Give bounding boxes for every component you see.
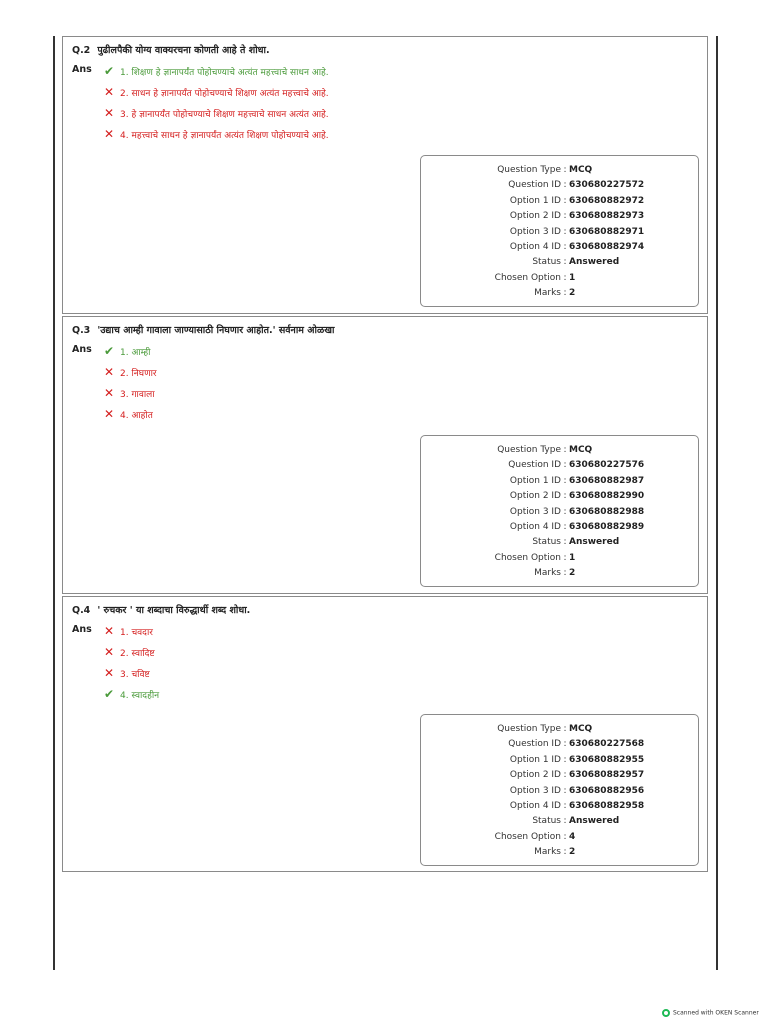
info-row-option1-id: Option 1 ID : 630680882955 (509, 754, 645, 765)
info-row-chosen-option: Chosen Option : 1 (494, 552, 576, 563)
info-row-chosen-option: Chosen Option : 1 (494, 272, 576, 283)
info-row-question-type: Question Type : MCQ (497, 445, 593, 455)
option-1: ✕ 1. चवदार (104, 624, 153, 638)
question-number: Q.3 (72, 325, 91, 336)
check-icon: ✔ (104, 687, 115, 701)
question-header (72, 43, 270, 56)
option-2: ✕ 2. स्वादिष्ट (104, 645, 155, 659)
question-block-q4 (62, 596, 708, 872)
option-2: ✕ 2. निघणार (104, 365, 157, 379)
info-row-option1-id: Option 1 ID : 630680882972 (509, 195, 645, 206)
cross-icon: ✕ (104, 666, 115, 680)
ans-label: Ans (72, 64, 92, 75)
question-number: Q.4 (72, 605, 91, 616)
question-text: पुढीलपैकी योग्य वाक्यरचना कोणती आहे ते शोधा. (97, 45, 270, 56)
info-row-marks: Marks : 2 (534, 847, 576, 858)
scanner-watermark-text: Scanned with OKEN Scanner (673, 1009, 759, 1017)
question-number: Q.2 (72, 45, 91, 56)
cross-icon: ✕ (104, 127, 115, 141)
info-row-option4-id: Option 4 ID : 630680882989 (509, 521, 645, 532)
option-1: ✔ 1. आम्ही (104, 344, 151, 358)
question-text: 'उद्याच आम्ही गावाला जाण्यासाठी निघणार आहोत.' सर्वनाम ओळखा (97, 325, 335, 336)
info-row-option3-id: Option 3 ID : 630680882971 (509, 226, 645, 237)
option-4: ✔ 4. स्वादहीन (104, 687, 160, 701)
info-row-option4-id: Option 4 ID : 630680882974 (509, 241, 645, 252)
cross-icon: ✕ (104, 386, 115, 400)
info-row-status: Status : Answered (532, 816, 620, 827)
option-4: ✕ 4. आहोत (104, 407, 153, 421)
ans-label: Ans (72, 624, 92, 635)
question-block-q3 (62, 316, 708, 594)
info-row-option2-id: Option 2 ID : 630680882957 (509, 770, 645, 781)
question-info-box (420, 155, 699, 307)
info-row-option3-id: Option 3 ID : 630680882988 (509, 506, 645, 517)
option-2: ✕ 2. साधन हे ज्ञानापर्यंत पोहोचण्याचे शिक्षण अत्यंत महत्त्वाचे आहे. (104, 85, 329, 99)
page-border-left (53, 36, 55, 970)
option-3: ✕ 3. हे ज्ञानापर्यंत पोहोचण्याचे शिक्षण महत्त्वाचे साधन अत्यंत आहे. (104, 106, 329, 120)
option-4: ✕ 4. महत्त्वाचे साधन हे ज्ञानापर्यंत अत्यंत शिक्षण पोहोचण्याचे आहे. (104, 127, 329, 141)
info-row-question-id: Question ID : 630680227576 (508, 460, 645, 471)
info-row-option1-id: Option 1 ID : 630680882987 (509, 475, 645, 486)
info-row-option2-id: Option 2 ID : 630680882990 (509, 491, 645, 502)
question-header (72, 323, 334, 336)
info-row-question-type: Question Type : MCQ (497, 165, 593, 175)
ans-label: Ans (72, 344, 92, 355)
option-3: ✕ 3. चविष्ट (104, 666, 150, 680)
option-1: ✔ 1. शिक्षण हे ज्ञानापर्यंत पोहोचण्याचे अत्यंत महत्त्वाचे साधन आहे. (104, 64, 329, 78)
info-row-marks: Marks : 2 (534, 568, 576, 579)
question-info-box (420, 714, 699, 866)
cross-icon: ✕ (104, 645, 115, 659)
info-row-option3-id: Option 3 ID : 630680882956 (509, 785, 645, 796)
question-info-box (420, 435, 699, 587)
info-row-status: Status : Answered (532, 537, 620, 548)
info-row-chosen-option: Chosen Option : 4 (494, 831, 576, 842)
info-row-marks: Marks : 2 (534, 288, 576, 299)
scanner-logo-icon (662, 1009, 670, 1017)
check-icon: ✔ (104, 344, 115, 358)
cross-icon: ✕ (104, 106, 115, 120)
question-header (72, 603, 250, 616)
cross-icon: ✕ (104, 407, 115, 421)
question-text: ' रुचकर ' या शब्दाचा विरुद्धार्थी शब्द शोधा. (97, 605, 251, 616)
page-border-right (716, 36, 718, 970)
cross-icon: ✕ (104, 365, 115, 379)
info-row-question-id: Question ID : 630680227572 (508, 180, 645, 191)
info-row-status: Status : Answered (532, 257, 620, 268)
info-row-question-id: Question ID : 630680227568 (508, 739, 645, 750)
info-row-question-type: Question Type : MCQ (497, 724, 593, 734)
scanner-watermark (662, 1009, 759, 1017)
check-icon: ✔ (104, 64, 115, 78)
question-block-q2 (62, 36, 708, 314)
info-row-option2-id: Option 2 ID : 630680882973 (509, 211, 645, 222)
cross-icon: ✕ (104, 624, 115, 638)
cross-icon: ✕ (104, 85, 115, 99)
option-3: ✕ 3. गावाला (104, 386, 155, 400)
info-row-option4-id: Option 4 ID : 630680882958 (509, 800, 645, 811)
